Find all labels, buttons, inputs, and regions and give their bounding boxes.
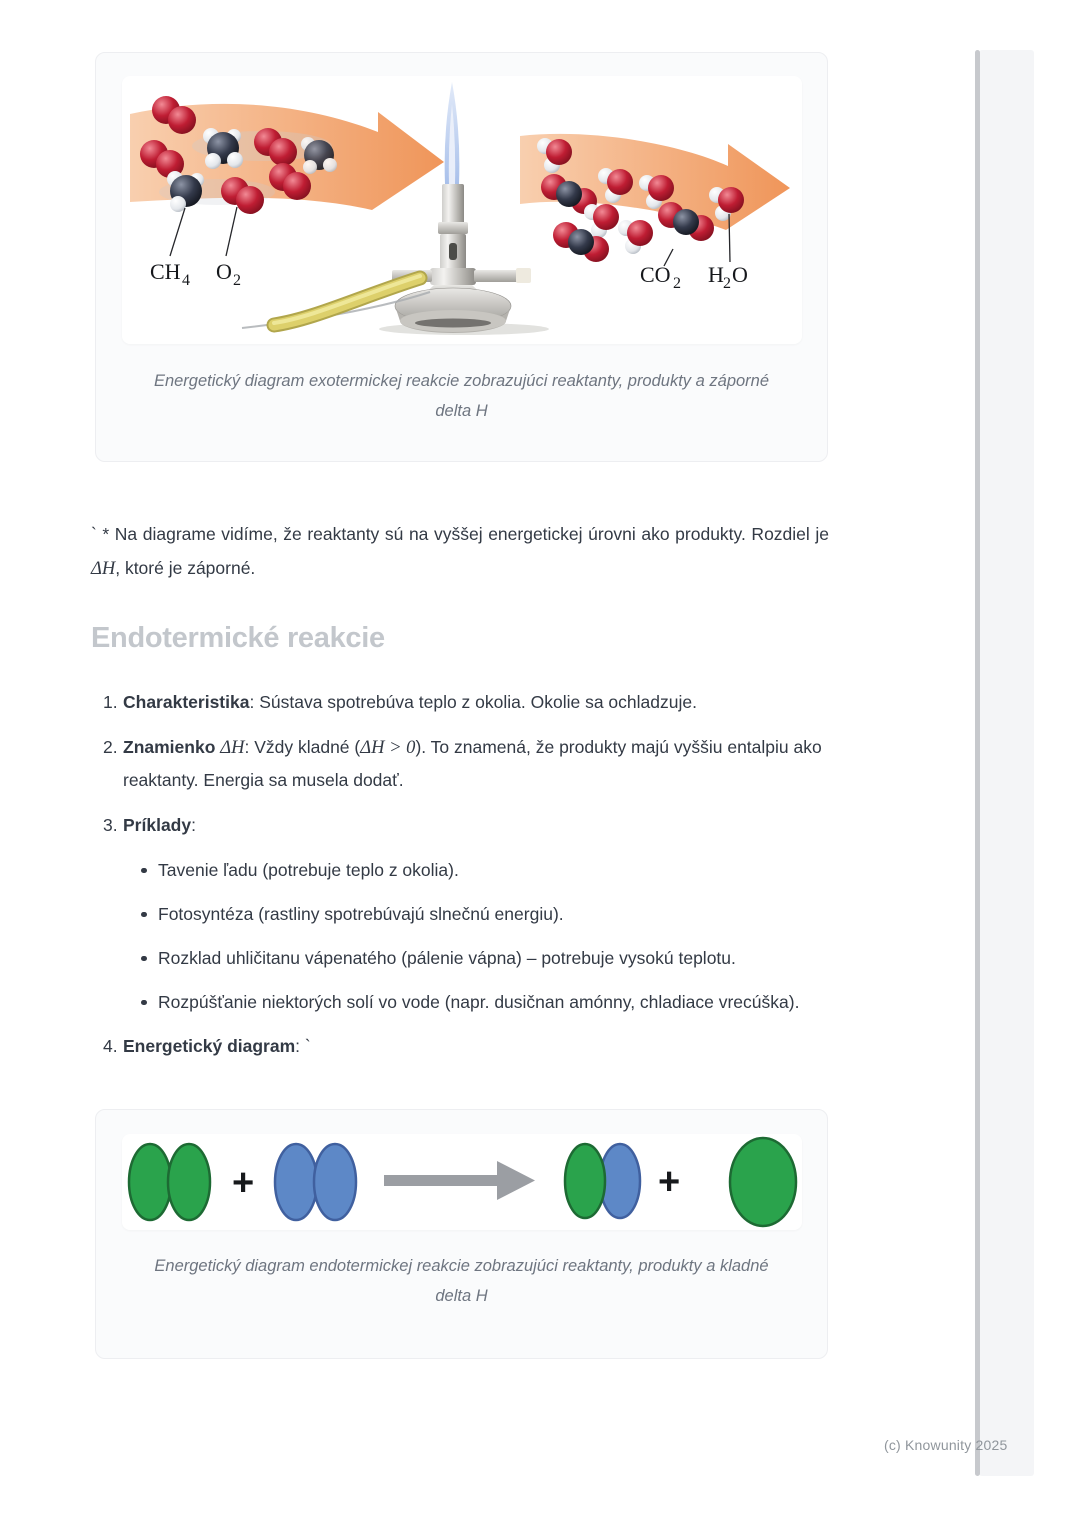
figure-card-endothermic (95, 1109, 828, 1359)
label-co2: CO (639, 262, 671, 287)
list-item-text: ). To znamená, že produkty majú vyššiu entalpiu ako reaktanty. Energia sa musela dodať. (123, 737, 822, 790)
product-molecule-mixed (565, 1144, 640, 1218)
delta-h-symbol: ΔH (220, 738, 245, 758)
plus-sign: + (657, 1161, 680, 1203)
list-number: 3. (103, 815, 118, 835)
delta-h-symbol: ΔH (91, 559, 116, 579)
note-paragraph (91, 517, 829, 586)
label-o2: O (215, 259, 232, 284)
bullet-item (91, 986, 829, 1018)
bullet-text: Fotosyntéza (rastliny spotrebúvajú slnečnú energiu). (158, 904, 564, 924)
label-line-o2 (226, 207, 237, 256)
bullet-item (91, 942, 829, 974)
list-item-text: : Sústava spotrebúva teplo z okolia. Okolie sa ochladzuje. (249, 692, 697, 712)
bullet-text: Rozklad uhličitanu vápenatého (pálenie vápna) – potrebuje vysokú teplotu. (158, 948, 736, 968)
list-item-colon: : (191, 815, 196, 835)
figure-caption-exothermic: Energetický diagram exotermickej reakcie zobrazujúci reaktanty, produkty a záporné delta H (153, 372, 770, 420)
watermark: (c) Knowunity 2025 (884, 1437, 1008, 1453)
note-text-post: , ktoré je záporné. (115, 558, 256, 578)
main-column (91, 0, 829, 1359)
label-co2-sub: 2 (672, 275, 681, 292)
list-item-text: : Vždy kladné ( (244, 737, 361, 757)
bullet-dot (141, 956, 147, 962)
list-number: 1. (103, 692, 118, 712)
label-line-ch4 (170, 208, 185, 256)
bullet-dot (141, 912, 147, 918)
list-item-text: : ` (295, 1036, 311, 1056)
list-number: 4. (103, 1036, 118, 1056)
label-ch4-sub: 4 (181, 272, 190, 289)
list-number: 2. (103, 737, 118, 757)
figure-panel-endothermic (122, 1134, 802, 1230)
endothermic-illustration (122, 1134, 802, 1230)
delta-h-condition: ΔH > 0 (360, 738, 416, 758)
bullet-dot (141, 868, 147, 874)
reactant-molecule-blue (275, 1144, 356, 1220)
list-item-sign (91, 731, 829, 796)
bullet-dot (141, 1000, 147, 1006)
bunsen-burner (379, 82, 549, 335)
product-molecule-green (730, 1138, 796, 1226)
list-item-label: Znamienko (123, 737, 216, 757)
figure-caption-endothermic: Energetický diagram endotermickej reakcie zobrazujúci reaktanty, produkty a kladné delta H (154, 1257, 769, 1305)
list-item-energy-diagram (91, 1030, 829, 1062)
ch4-molecule (203, 128, 243, 169)
figure-card-exothermic (95, 52, 828, 462)
ch4-molecule (167, 171, 204, 212)
list-item-examples (91, 809, 829, 841)
section-heading-endothermic: Endotermické reakcie (91, 622, 385, 654)
h2o-molecule (618, 220, 653, 254)
reactant-molecule-green (129, 1144, 210, 1220)
list-item-characteristics (91, 686, 829, 718)
reaction-arrow (384, 1161, 535, 1200)
exothermic-illustration (122, 76, 802, 344)
bullet-text: Rozpúšťanie niektorých solí vo vode (napr. dusičnan amónny, chladiace vrecúška). (158, 992, 800, 1012)
bullet-item (91, 854, 829, 886)
numbered-list (91, 686, 829, 1062)
list-item-label: Charakteristika (123, 692, 250, 712)
list-item-label: Energetický diagram (123, 1036, 296, 1056)
list-item-label: Príklady (123, 815, 192, 835)
note-text-pre: ` * Na diagrame vidíme, že reaktanty sú na vyššej energetickej úrovni ako produkty. Rozdiel je (91, 524, 829, 544)
scrollbar-thumb[interactable] (975, 50, 980, 1476)
figure-panel-exothermic (122, 76, 802, 344)
bullet-text: Tavenie ľadu (potrebuje teplo z okolia). (158, 860, 459, 880)
label-ch4: CH (149, 259, 181, 284)
label-h2o-sub: 2 (722, 275, 731, 292)
plus-sign: + (231, 1162, 254, 1204)
bullet-list (91, 854, 829, 1018)
bullet-item (91, 898, 829, 930)
label-h2o-h: H (707, 262, 724, 287)
label-h2o-o: O (731, 262, 748, 287)
label-o2-sub: 2 (232, 272, 241, 289)
next-page-edge (979, 50, 1034, 1476)
